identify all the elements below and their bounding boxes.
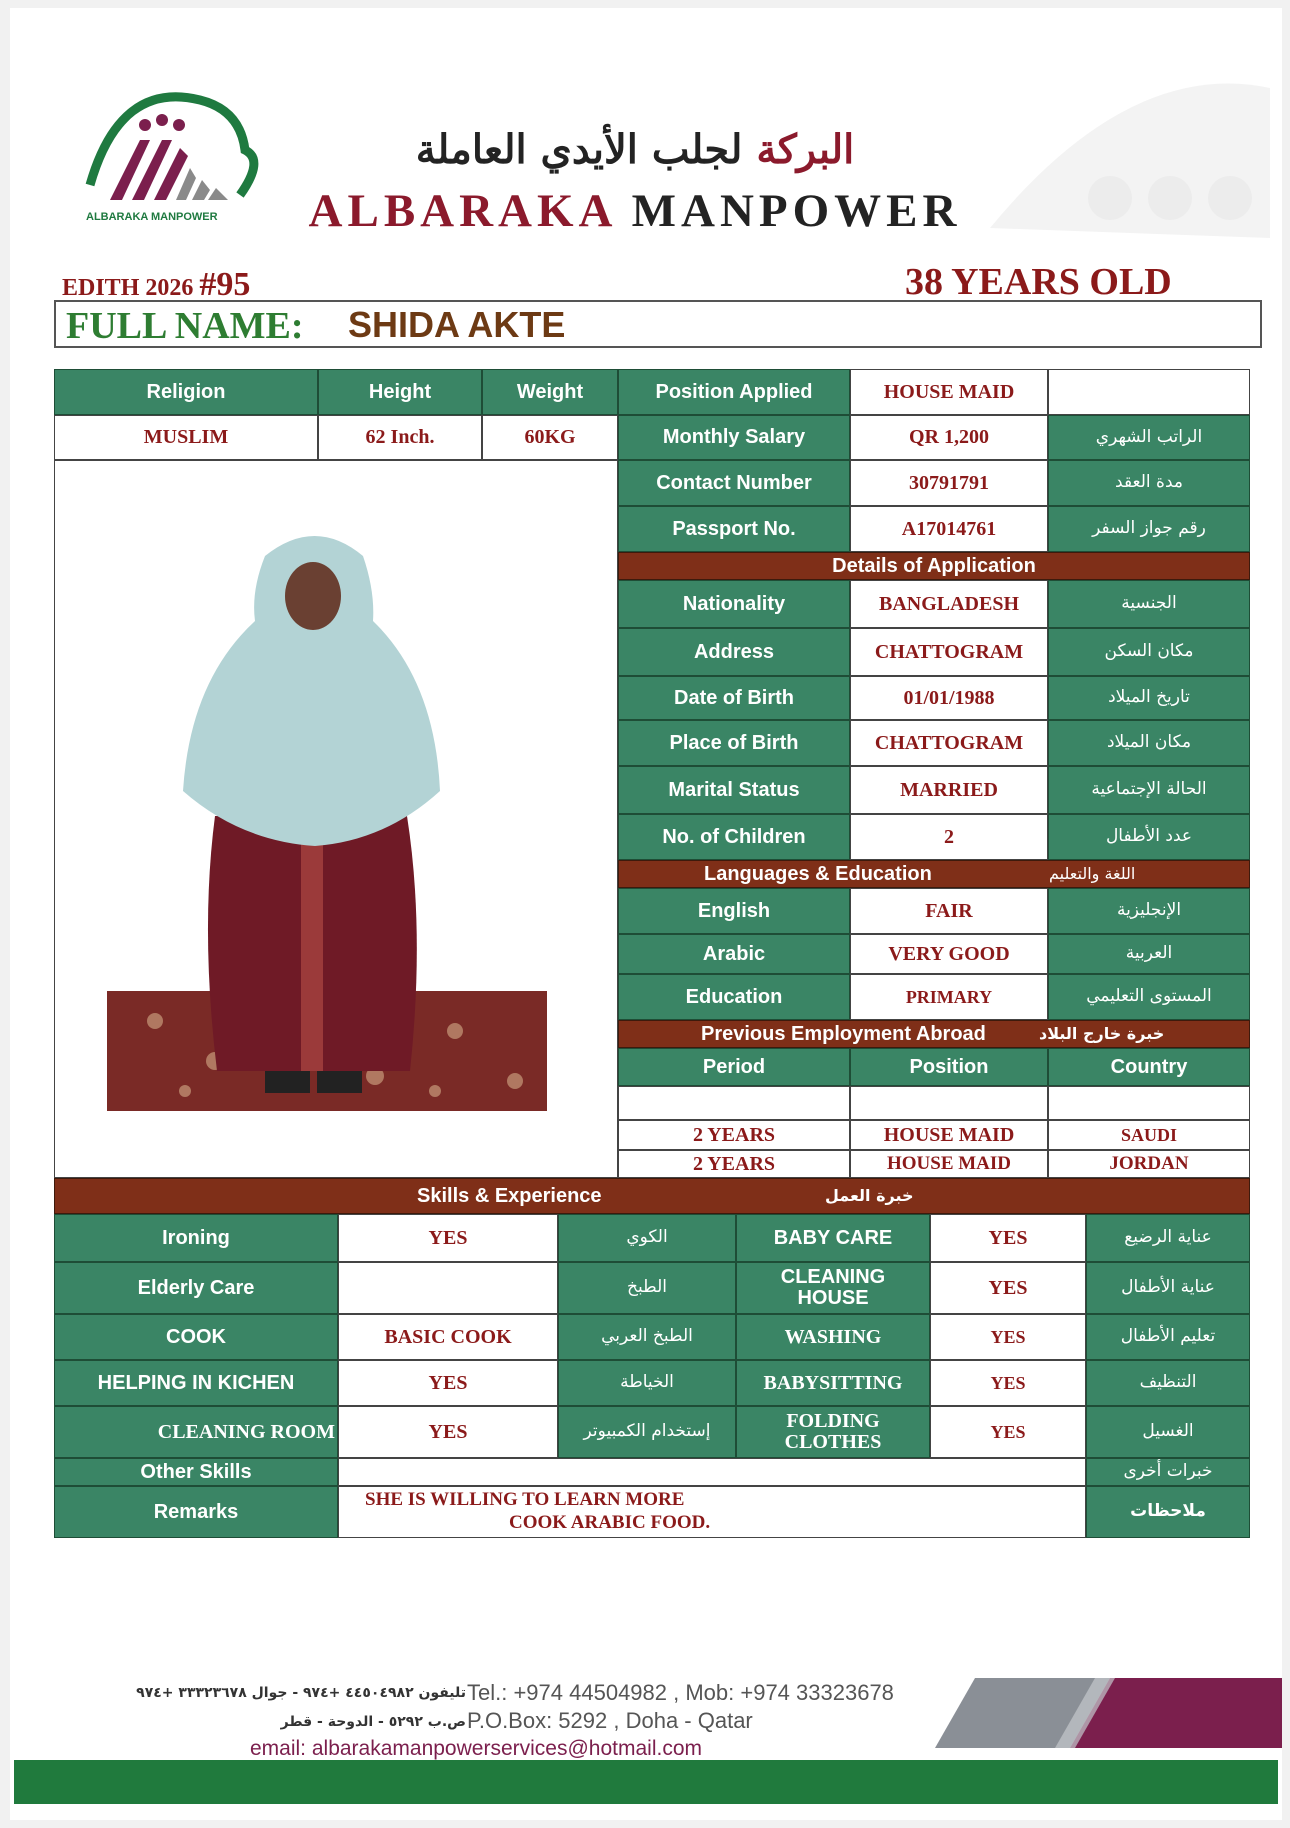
candidate-photo-frame <box>54 460 618 1178</box>
dob-value: 01/01/1988 <box>850 676 1048 720</box>
position-applied-value: HOUSE MAID <box>850 369 1048 415</box>
skill-cook-label: COOK <box>54 1314 338 1360</box>
monthly-salary-label: Monthly Salary <box>618 415 850 460</box>
arabic-label: Arabic <box>618 934 850 974</box>
footer-arabic-phone: تليفون ٤٤٥٠٤٩٨٢ +٩٧٤ - جوال ٣٣٣٢٣٦٧٨ +٩٧٤ <box>136 1685 466 1701</box>
dob-arabic: تاريخ الميلاد <box>1048 676 1250 720</box>
children-arabic: عدد الأطفال <box>1048 814 1250 860</box>
skill-folding-clothes-arabic: الغسيل <box>1086 1406 1250 1458</box>
employment-row-1-position: HOUSE MAID <box>850 1120 1048 1150</box>
cv-page <box>10 8 1282 1820</box>
address-label: Address <box>618 628 850 676</box>
address-value: CHATTOGRAM <box>850 628 1048 676</box>
education-arabic: المستوى التعليمي <box>1048 974 1250 1020</box>
place-of-birth-label: Place of Birth <box>618 720 850 766</box>
skill-ironing-label: Ironing <box>54 1214 338 1262</box>
children-value: 2 <box>850 814 1048 860</box>
full-name-label: FULL NAME: <box>66 305 304 347</box>
remarks-value <box>338 1486 1086 1538</box>
footer-phone: Tel.: +974 44504982 , Mob: +974 33323678 <box>467 1680 894 1705</box>
other-skills-arabic: خبرات أخرى <box>1086 1458 1250 1486</box>
weight-header: Weight <box>482 369 618 415</box>
monthly-salary-value: QR 1,200 <box>850 415 1048 460</box>
edith-code: EDITH 2026 #95 <box>62 266 251 303</box>
other-skills-label: Other Skills <box>54 1458 338 1486</box>
skill-babysitting-label: BABYSITTING <box>736 1360 930 1406</box>
employment-header-period: Period <box>618 1048 850 1086</box>
remarks-label: Remarks <box>54 1486 338 1538</box>
skills-section-title: Skills & Experience <box>417 1184 602 1207</box>
employment-row-1-country: SAUDI <box>1048 1120 1250 1150</box>
employment-section-bar <box>618 1020 1250 1048</box>
footer-email[interactable]: email: albarakamanpowerservices@hotmail.com <box>250 1737 702 1760</box>
english-label: English <box>618 888 850 934</box>
company-name-arabic: البركة لجلب الأيدي العاملة <box>415 126 855 173</box>
full-name-value: SHIDA AKTE <box>348 304 566 345</box>
monthly-salary-arabic: الراتب الشهري <box>1048 415 1250 460</box>
skill-elderly-care-value <box>338 1262 558 1314</box>
company-logo <box>80 90 280 240</box>
skill-babysitting-arabic: التنظيف <box>1086 1360 1250 1406</box>
nationality-arabic: الجنسية <box>1048 580 1250 628</box>
address-arabic: مكان السكن <box>1048 628 1250 676</box>
skill-babysitting-value: YES <box>930 1360 1086 1406</box>
children-label: No. of Children <box>618 814 850 860</box>
passport-arabic: رقم جواز السفر <box>1048 506 1250 552</box>
weight-value: 60KG <box>482 415 618 460</box>
employment-row-2-country: JORDAN <box>1048 1150 1250 1178</box>
watermark-decoration <box>970 48 1280 238</box>
skill-elderly-care-arabic: الطبخ <box>558 1262 736 1314</box>
footer-po-box: P.O.Box: 5292 , Doha - Qatar <box>467 1708 753 1733</box>
skill-elderly-care-label: Elderly Care <box>54 1262 338 1314</box>
age-label: 38 YEARS OLD <box>905 261 1172 303</box>
skill-cleaning-house-label: CLEANING HOUSE <box>736 1262 930 1314</box>
details-section-title: Details of Application <box>618 552 1250 580</box>
skill-cleaning-room-value: YES <box>338 1406 558 1458</box>
skill-folding-clothes-label: FOLDING CLOTHES <box>736 1406 930 1458</box>
skill-helping-kitchen-label: HELPING IN KICHEN <box>54 1360 338 1406</box>
skill-ironing-value: YES <box>338 1214 558 1262</box>
place-of-birth-arabic: مكان الميلاد <box>1048 720 1250 766</box>
languages-section-title: Languages & Education <box>704 862 932 885</box>
employment-row-1-period: 2 YEARS <box>618 1120 850 1150</box>
full-name-box <box>54 300 1262 348</box>
skill-helping-kitchen-arabic: الخياطة <box>558 1360 736 1406</box>
skill-baby-care-arabic: عناية الرضيع <box>1086 1214 1250 1262</box>
marital-status-label: Marital Status <box>618 766 850 814</box>
remarks-line-2: COOK ARABIC FOOD. <box>509 1512 711 1533</box>
employment-header-country: Country <box>1048 1048 1250 1086</box>
height-header: Height <box>318 369 482 415</box>
contact-number-value: 30791791 <box>850 460 1048 506</box>
skills-section-title-arabic: خبرة العمل <box>825 1185 914 1205</box>
employment-row-0-period <box>618 1086 850 1120</box>
employment-section-title-arabic: خبرة خارج البلاد <box>1039 1023 1165 1043</box>
skill-ironing-arabic: الكوي <box>558 1214 736 1262</box>
footer-arabic-po: ص.ب ٥٢٩٢ - الدوحة - قطر <box>280 1714 466 1730</box>
dob-label: Date of Birth <box>618 676 850 720</box>
contact-number-label: Contact Number <box>618 460 850 506</box>
employment-row-2-position: HOUSE MAID <box>850 1150 1048 1178</box>
arabic-arabic: العربية <box>1048 934 1250 974</box>
nationality-value: BANGLADESH <box>850 580 1048 628</box>
candidate-photo <box>55 461 617 1177</box>
company-name-english: ALBARAKA MANPOWER <box>308 185 962 237</box>
skill-cleaning-room-label: CLEANING ROOM <box>54 1406 338 1458</box>
height-value: 62 Inch. <box>318 415 482 460</box>
footer-green-band <box>14 1760 1278 1804</box>
marital-status-value: MARRIED <box>850 766 1048 814</box>
passport-value: A17014761 <box>850 506 1048 552</box>
marital-status-arabic: الحالة الإجتماعية <box>1048 766 1250 814</box>
passport-label: Passport No. <box>618 506 850 552</box>
languages-section-title-arabic: اللغة والتعليم <box>1049 863 1136 883</box>
remarks-line-1: SHE IS WILLING TO LEARN MORE <box>365 1489 685 1510</box>
employment-row-2-period: 2 YEARS <box>618 1150 850 1178</box>
skill-washing-label: WASHING <box>736 1314 930 1360</box>
skill-cleaning-house-arabic: عناية الأطفال <box>1086 1262 1250 1314</box>
english-value: FAIR <box>850 888 1048 934</box>
english-arabic: الإنجليزية <box>1048 888 1250 934</box>
arabic-value: VERY GOOD <box>850 934 1048 974</box>
employment-header-position: Position <box>850 1048 1048 1086</box>
skill-helping-kitchen-value: YES <box>338 1360 558 1406</box>
skill-baby-care-label: BABY CARE <box>736 1214 930 1262</box>
skill-cook-value: BASIC COOK <box>338 1314 558 1360</box>
skill-cook-arabic: الطبخ العربي <box>558 1314 736 1360</box>
languages-section-bar <box>618 860 1250 888</box>
nationality-label: Nationality <box>618 580 850 628</box>
remarks-arabic: ملاحظات <box>1086 1486 1250 1538</box>
employment-row-0-country <box>1048 1086 1250 1120</box>
logo-caption: ALBARAKA MANPOWER <box>86 211 218 223</box>
skill-washing-value: YES <box>930 1314 1086 1360</box>
skill-washing-arabic: تعليم الأطفال <box>1086 1314 1250 1360</box>
footer-decoration <box>935 1668 1282 1760</box>
position-applied-arabic <box>1048 369 1250 415</box>
skill-baby-care-value: YES <box>930 1214 1086 1262</box>
position-applied-label: Position Applied <box>618 369 850 415</box>
employment-row-0-position <box>850 1086 1048 1120</box>
employment-section-title: Previous Employment Abroad <box>701 1022 986 1045</box>
skill-folding-clothes-value: YES <box>930 1406 1086 1458</box>
skills-section-bar <box>54 1178 1250 1214</box>
religion-value: MUSLIM <box>54 415 318 460</box>
skill-cleaning-house-value: YES <box>930 1262 1086 1314</box>
other-skills-value <box>338 1458 1086 1486</box>
religion-header: Religion <box>54 369 318 415</box>
education-label: Education <box>618 974 850 1020</box>
contact-number-arabic: مدة العقد <box>1048 460 1250 506</box>
place-of-birth-value: CHATTOGRAM <box>850 720 1048 766</box>
education-value: PRIMARY <box>850 974 1048 1020</box>
skill-cleaning-room-arabic: إستخدام الكمبيوتر <box>558 1406 736 1458</box>
